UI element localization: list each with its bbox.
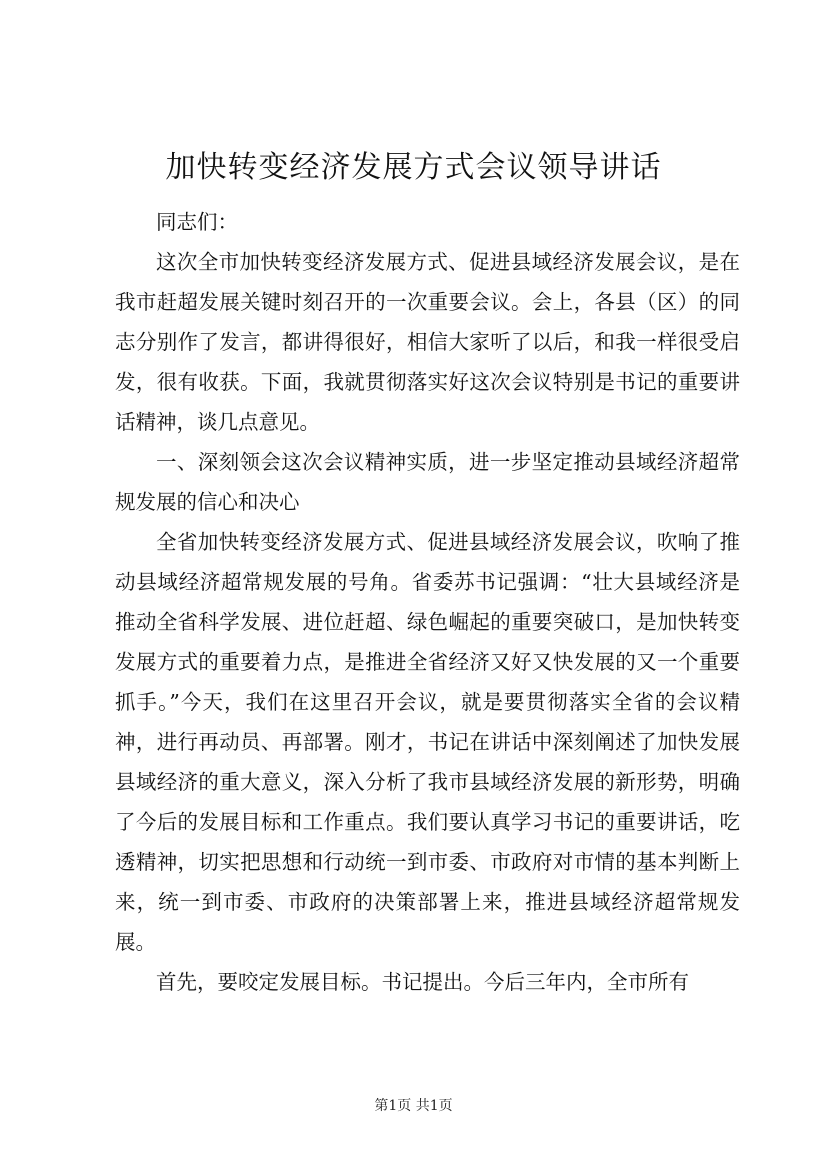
document-title: 加快转变经济发展方式会议领导讲话 xyxy=(165,150,662,185)
paragraph-intro: 这次全市加快转变经济发展方式、促进县域经济发展会议，是在我市赶超发展关键时刻召开的一次重要会议。会上，各县（区）的同志分别作了发言，都讲得很好，相信大家听了以后，和我一样很受启发，很有收获。下面，我就贯彻落实好这次会议特别是书记的重要讲话精神，谈几点意见。 xyxy=(115,250,740,434)
paragraph-body: 全省加快转变经济发展方式、促进县域经济发展会议，吹响了推动县域经济超常规发展的号角。省委苏书记强调：“壮大县域经济是推动全省科学发展、进位赶超、绿色崛起的重要突破口，是加快转变发展方式的重要着力点，是推进全省经济又好又快发展的又一个重要抓手。”今天，我们在这里召开会议，就是要贯彻落实全省的会议精神，进行再动员、再部署。刚才，书记在讲话中深刻阐述了加快发展县域经济的重大意义，深入分析了我市县域经济发展的新形势，明确了今后的发展目标和工作重点。我们要认真学习书记的重要讲话，吃透精神，切实把思想和行动统一到市委、市政府对市情的基本判断上来，统一到市委、市政府的决策部署上来，推进县域经济超常规发展。 xyxy=(115,530,740,954)
salutation: 同志们： xyxy=(156,210,238,234)
document-body xyxy=(115,202,740,1002)
section-heading-1: 一、深刻领会这次会议精神实质，进一步坚定推动县域经济超常规发展的信心和决心 xyxy=(115,450,740,514)
paragraph-first-point: 首先，要咬定发展目标。书记提出。今后三年内，全市所有 xyxy=(156,970,689,994)
page-footer: 第1页 共1页 xyxy=(374,1098,453,1114)
